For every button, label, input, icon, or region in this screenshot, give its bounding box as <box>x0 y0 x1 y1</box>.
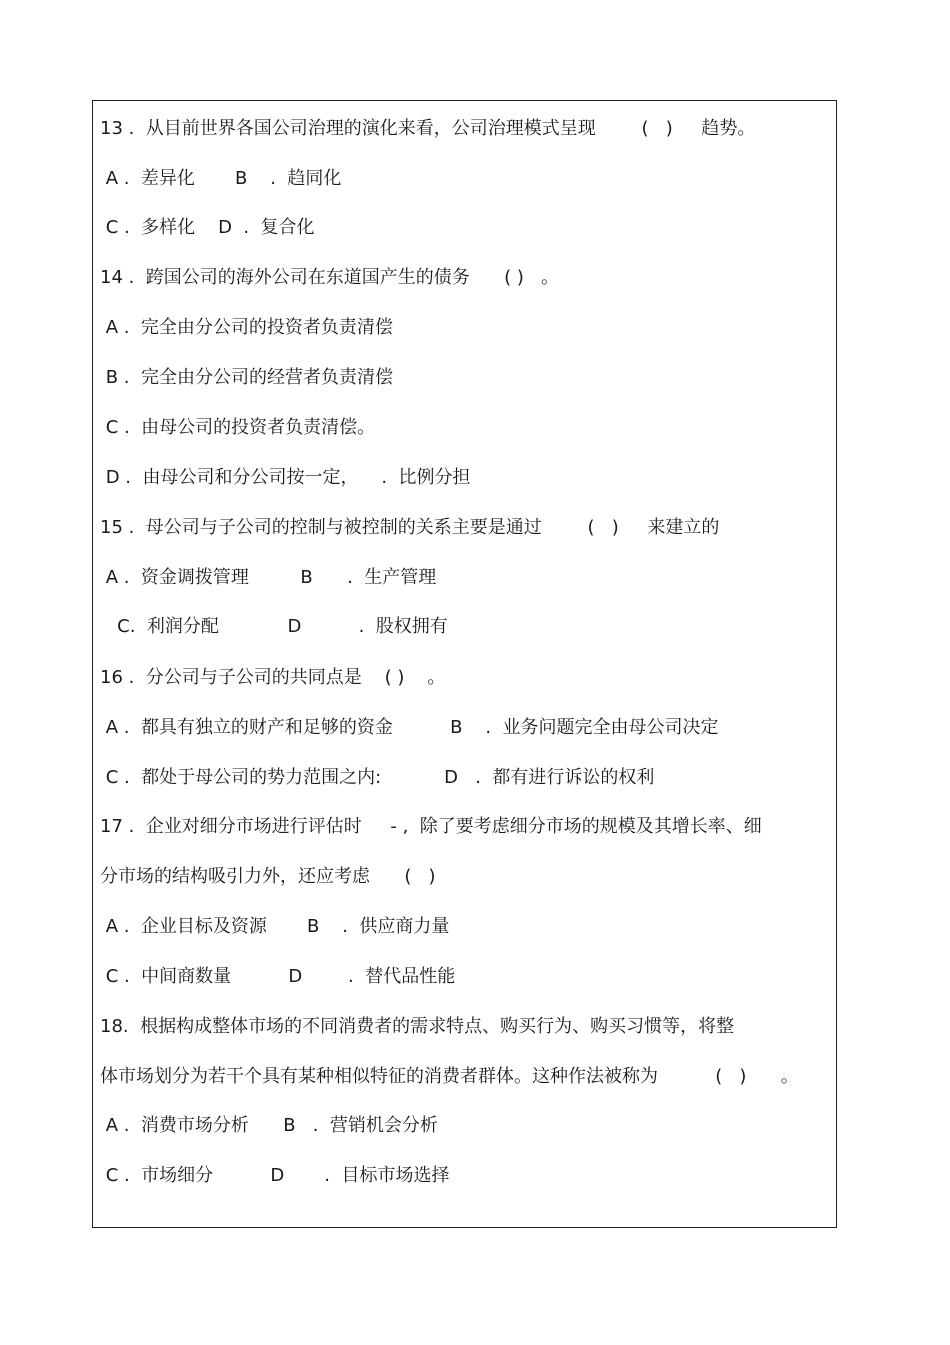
question-line: A . 资金调拨管理 B . 生产管理 <box>100 567 437 588</box>
question-line: C . 多样化 D . 复合化 <box>100 217 315 238</box>
question-line: A . 消费市场分析 B . 营销机会分析 <box>100 1115 438 1136</box>
question-line: C . 由母公司的投资者负责清偿。 <box>100 417 376 438</box>
question-line: A . 差异化 B . 趋同化 <box>100 168 342 189</box>
question-stem: 16 . 分公司与子公司的共同点是 ( ) 。 <box>100 667 446 688</box>
question-stem: 18. 根据构成整体市场的不同消费者的需求特点、购买行为、购买习惯等，将整 <box>100 1016 735 1037</box>
question-line: A . 都具有独立的财产和足够的资金 B . 业务问题完全由母公司决定 <box>100 717 719 738</box>
question-stem: 15 . 母公司与子公司的控制与被控制的关系主要是通过 ( ) 来建立的 <box>100 517 720 538</box>
question-line: D . 由母公司和分公司按一定， . 比例分担 <box>100 467 471 488</box>
question-line: C . 都处于母公司的势力范围之内: D . 都有进行诉讼的权利 <box>100 767 655 788</box>
question-line: B . 完全由分公司的经营者负责清偿 <box>100 367 393 388</box>
question-line: C. 利润分配 D . 股权拥有 <box>100 616 448 637</box>
question-line: 体市场划分为若干个具有某种相似特征的消费者群体。这种作法被称为 ( ) 。 <box>100 1066 799 1087</box>
question-line: C . 市场细分 D . 目标市场选择 <box>100 1165 450 1186</box>
question-line: C . 中间商数量 D . 替代品性能 <box>100 966 456 987</box>
question-line: A . 企业目标及资源 B . 供应商力量 <box>100 916 450 937</box>
question-line: 分市场的结构吸引力外，还应考虑 ( ) <box>100 866 436 887</box>
question-line: A . 完全由分公司的投资者负责清偿 <box>100 317 393 338</box>
question-stem: 14 . 跨国公司的海外公司在东道国产生的债务 ( ) 。 <box>100 267 560 288</box>
question-stem: 17 . 企业对细分市场进行评估时 - , 除了要考虑细分市场的规模及其增长率、细 <box>100 816 762 837</box>
question-stem: 13 . 从目前世界各国公司治理的演化来看，公司治理模式呈现 ( ) 趋势。 <box>100 118 756 139</box>
